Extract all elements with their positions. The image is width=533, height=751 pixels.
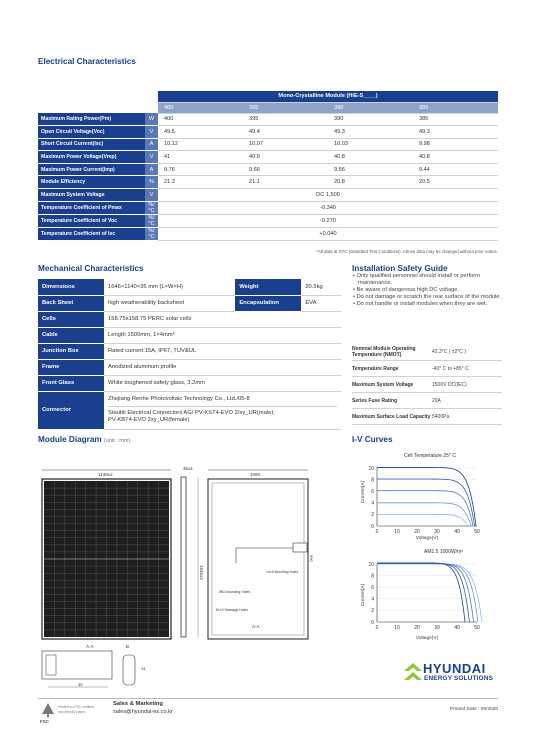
row-unit: %/°C xyxy=(145,227,158,240)
table-row xyxy=(38,113,498,126)
row-unit: % xyxy=(145,176,158,189)
x-tick-label: 40 xyxy=(454,625,460,631)
iv-charts xyxy=(352,450,502,645)
back-view xyxy=(208,470,314,639)
chart1-xlabel: Voltage(V) xyxy=(415,536,439,541)
power-header: 400 xyxy=(158,102,243,113)
spec-value: 5400Pa xyxy=(432,409,502,425)
x-tick-label: 30 xyxy=(434,529,440,535)
spec-value: 20A xyxy=(432,393,502,409)
cell-value: high weatherability backsheet xyxy=(104,295,235,311)
row-label: Junction Box xyxy=(38,343,104,359)
y-tick-label: 4 xyxy=(371,596,374,603)
table-row xyxy=(38,359,341,375)
dim-b: 14 xyxy=(141,666,146,671)
cell-value: +0.040 xyxy=(158,227,498,240)
power-header: 395 xyxy=(243,102,328,113)
spec-value: 42.3°C ( ±2°C ) xyxy=(432,344,502,361)
cell-value: 49.5 xyxy=(158,126,243,139)
row-label: Maximum Rating Power(Pm) xyxy=(38,113,145,126)
side-view xyxy=(181,466,204,637)
table-row xyxy=(38,327,341,343)
cell-value: 21.1 xyxy=(243,176,328,189)
row-unit: %/°C xyxy=(145,214,158,227)
table-row xyxy=(38,295,341,311)
cell-value: -0.270 xyxy=(158,214,498,227)
front-view xyxy=(42,470,171,639)
spec-label: Nominal Module Operating Temperature (NMOT) xyxy=(352,344,432,361)
dim-side: 1090 xyxy=(250,472,261,477)
drainage-label: 8×10 Drainage Holes xyxy=(216,608,248,612)
connector-value xyxy=(104,391,341,429)
cell-value: 9.76 xyxy=(158,163,243,176)
cell-value: 9.44 xyxy=(413,163,498,176)
cell-value: 49.3 xyxy=(413,126,498,139)
cell-value: 9.56 xyxy=(328,163,413,176)
table-row xyxy=(38,189,498,202)
table-row xyxy=(38,163,498,176)
section-marker: A-A xyxy=(252,624,260,629)
row-label: Back Sheet xyxy=(38,295,104,311)
cell-value: 20.5kg xyxy=(301,279,341,295)
spec-label: Maximum System Voltage xyxy=(352,377,432,393)
cell-grid xyxy=(44,481,169,637)
cell-value: 10.03 xyxy=(328,138,413,151)
table-row xyxy=(352,344,502,361)
iv-chart-temperature xyxy=(368,466,480,535)
cell-value: 41 xyxy=(158,151,243,164)
footer-divider xyxy=(38,698,498,699)
sales-contact xyxy=(113,701,173,716)
brand-sub: ENERGY SOLUTIONS xyxy=(424,675,494,682)
chart1-title: Cell Temperature 25° C xyxy=(404,453,456,459)
fsc-mark: FSC xyxy=(40,719,49,724)
x-tick-label: 0 xyxy=(375,625,379,631)
mechanical-heading: Mechanical Characteristics xyxy=(38,264,144,273)
row-unit: %/°C xyxy=(145,201,158,214)
row-label: Maximum Power Voltage(Vmp) xyxy=(38,151,145,164)
cell-value: 49.4 xyxy=(243,126,328,139)
mechanical-table xyxy=(38,279,341,430)
cell-value: 390 xyxy=(328,113,413,126)
row-unit: V xyxy=(145,189,158,202)
stc-note: *All data at STC (Standard Test Conditions). Above data may be changed without prior notice. xyxy=(316,249,498,254)
sales-email[interactable]: sales@hyundai-es.co.kr xyxy=(113,708,173,715)
y-tick-label: 6 xyxy=(371,489,374,495)
x-tick-label: 50 xyxy=(474,625,480,631)
iv-curve xyxy=(377,514,468,526)
cell-value: 40.9 xyxy=(243,151,328,164)
cell-value: 395 xyxy=(243,113,328,126)
row-unit: V xyxy=(145,126,158,139)
row-label: Short Circuit Current(Isc) xyxy=(38,138,145,151)
table-row xyxy=(38,391,341,429)
row-label: Module Efficiency xyxy=(38,176,145,189)
diagram-title: Module Diagram xyxy=(38,435,102,444)
spec-value: 1500V DC(IEC) xyxy=(432,377,502,393)
hyundai-logo xyxy=(404,661,500,687)
row-unit: W xyxy=(145,113,158,126)
mounting-label: 14×9 Mounting Holes xyxy=(266,570,299,574)
y-tick-label: 10 xyxy=(368,465,374,472)
dim-frame: 35 xyxy=(78,682,83,687)
list-item: • Do not damage or scratch the rear surface of the module. xyxy=(353,294,502,300)
table-row xyxy=(38,201,498,214)
table-row xyxy=(352,393,502,409)
section-view xyxy=(42,644,146,687)
y-tick-label: 2 xyxy=(371,512,374,519)
y-tick-label: 0 xyxy=(371,619,374,626)
module-title: Mono-Crystalline Module (HiE-S____) xyxy=(158,91,498,102)
logo-mark-icon xyxy=(404,663,422,685)
table-row xyxy=(38,214,498,227)
cell-value: Staubli Electrical Connectors AG/ PV-KST4-EVO 2/xy_UR(male); xyxy=(108,410,275,416)
cell-value: 40.8 xyxy=(413,151,498,164)
y-tick-label: 0 xyxy=(371,523,374,530)
x-tick-label: 50 xyxy=(474,529,480,535)
cell-value: White toughened safety glass, 3.2mm xyxy=(104,375,341,391)
table-row xyxy=(38,343,341,359)
list-item: • Only qualified personnel should install or perform maintenance. xyxy=(353,273,480,286)
row-label: Temperature Coefficient of Pmax xyxy=(38,201,145,214)
table-row xyxy=(38,227,498,240)
table-row xyxy=(38,176,498,189)
diagram-unit: (unit : mm) xyxy=(103,438,131,444)
chart1-ylabel: Current(A) xyxy=(361,480,366,504)
x-tick-label: 10 xyxy=(394,625,400,631)
cell-value: 9.66 xyxy=(243,163,328,176)
y-tick-label: 2 xyxy=(371,608,374,615)
grounding-label: Ø6 Grounding Holes xyxy=(219,590,250,594)
spec-label: Maximum Surface Load Capacity xyxy=(352,409,432,425)
cell-value: Anodized aluminum profile xyxy=(104,359,341,375)
dim-mount: 990 xyxy=(309,555,314,562)
y-tick-label: 8 xyxy=(371,477,374,484)
fsc-badge xyxy=(40,702,100,730)
cell-value: DC 1,500 xyxy=(158,189,498,202)
cell-value: 21.3 xyxy=(158,176,243,189)
dim-length: 1646±2 xyxy=(199,565,204,580)
cell-value: 1646×1140×35 mm (L×W×H) xyxy=(104,279,235,295)
cell-value: EVA xyxy=(301,295,341,311)
table-row xyxy=(38,126,498,139)
y-tick-label: 10 xyxy=(368,561,374,568)
section-b-label: B xyxy=(126,644,130,649)
row-label: Connector xyxy=(38,391,104,429)
x-tick-label: 40 xyxy=(454,529,460,535)
table-row xyxy=(38,279,341,295)
cell-value: 10.12 xyxy=(158,138,243,151)
power-header: 385 xyxy=(413,102,498,113)
cell-value: 158.75x158.75 PERC solar cells xyxy=(104,311,341,327)
iv-curve xyxy=(377,563,474,622)
sales-title: Sales & Marketing xyxy=(113,701,163,707)
row-label: Front Glass xyxy=(38,375,104,391)
y-tick-label: 6 xyxy=(371,585,374,591)
table-row xyxy=(352,361,502,377)
cell-value: -0.340 xyxy=(158,201,498,214)
x-tick-label: 30 xyxy=(434,625,440,631)
cell-value: Rated current:15A, IP67, TUV&UL xyxy=(104,343,341,359)
module-diagram xyxy=(38,445,338,690)
row-unit: A xyxy=(145,138,158,151)
cell-value: 40.8 xyxy=(328,151,413,164)
row-label: Dimensions xyxy=(38,279,104,295)
fsc-text: Printed on FSC certified eco-friendly paper. xyxy=(58,705,94,714)
cell-value: PV-KBT4-EVO 2xy_UR(female) xyxy=(108,417,190,423)
row-unit: V xyxy=(145,151,158,164)
y-tick-label: 8 xyxy=(371,573,374,580)
row-label: Cable xyxy=(38,327,104,343)
cell-value: 10.07 xyxy=(243,138,328,151)
table-row xyxy=(352,377,502,393)
iv-curve xyxy=(377,564,478,622)
row-label: Temperature Coefficient of Voc xyxy=(38,214,145,227)
spec-value: -40° C to +85° C xyxy=(432,361,502,377)
y-tick-label: 4 xyxy=(371,500,374,507)
table-row xyxy=(38,375,341,391)
row-unit: A xyxy=(145,163,158,176)
row-label: Frame xyxy=(38,359,104,375)
row-label: Maximum System Voltage xyxy=(38,189,145,202)
cell-value: 49.3 xyxy=(328,126,413,139)
row-label: Cells xyxy=(38,311,104,327)
row-label: Temperature Coefficient of Isc xyxy=(38,227,145,240)
chart2-xlabel: Voltage(V) xyxy=(415,636,439,641)
x-tick-label: 0 xyxy=(375,529,379,535)
row-label: Weight xyxy=(235,279,301,295)
iv-curve xyxy=(377,564,482,622)
cell-value: 385 xyxy=(413,113,498,126)
cell-value: Length 1500mm, 1×4mm² xyxy=(104,327,341,343)
cell-value: 20.8 xyxy=(328,176,413,189)
cell-value: 20.5 xyxy=(413,176,498,189)
row-label: Open Circuit Voltage(Voc) xyxy=(38,126,145,139)
dim-width: 1140±2 xyxy=(98,472,113,477)
iv-chart-irradiance xyxy=(368,562,482,631)
iv-curve xyxy=(377,563,469,622)
spec-label: Temperature Range xyxy=(352,361,432,377)
row-label: Maximum Power Current(Imp) xyxy=(38,163,145,176)
power-header: 390 xyxy=(328,102,413,113)
printed-date: Printed Date : 09/2020 xyxy=(450,707,499,712)
x-tick-label: 20 xyxy=(414,625,420,631)
section-a-label: A-A xyxy=(86,644,94,649)
electrical-heading: Electrical Characteristics xyxy=(38,57,136,66)
chart2-ylabel: Current(A) xyxy=(361,583,366,607)
table-row xyxy=(38,311,341,327)
cell-value: Zhejiang Renhe Photovoltaic Technology Co., Ltd./05-8 xyxy=(108,396,337,407)
safety-heading: Installation Safety Guide xyxy=(352,264,448,273)
x-tick-label: 10 xyxy=(394,529,400,535)
iv-curve xyxy=(377,491,473,526)
table-row xyxy=(38,138,498,151)
iv-curve xyxy=(377,563,465,622)
spec-label: Series Fuse Rating xyxy=(352,393,432,409)
list-item: • Do not handle or install modules when they are wet. xyxy=(353,301,488,307)
cell-value: 400 xyxy=(158,113,243,126)
safety-list xyxy=(352,273,502,308)
list-item: • Be aware of dangerous high DC voltage. xyxy=(353,287,460,293)
chart2-title: AM1.5 1000W/m² xyxy=(424,549,463,555)
x-tick-label: 20 xyxy=(414,529,420,535)
table-row xyxy=(352,409,502,425)
cell-value: 9.98 xyxy=(413,138,498,151)
brand-name: HYUNDAI xyxy=(423,661,486,676)
installation-specs-table xyxy=(352,344,502,425)
dim-depth: 35±1 xyxy=(183,466,193,471)
table-row xyxy=(38,151,498,164)
diagram-heading xyxy=(38,435,130,444)
iv-heading: I-V Curves xyxy=(352,435,393,444)
electrical-table xyxy=(38,91,498,241)
row-label: Encapsulation xyxy=(235,295,301,311)
